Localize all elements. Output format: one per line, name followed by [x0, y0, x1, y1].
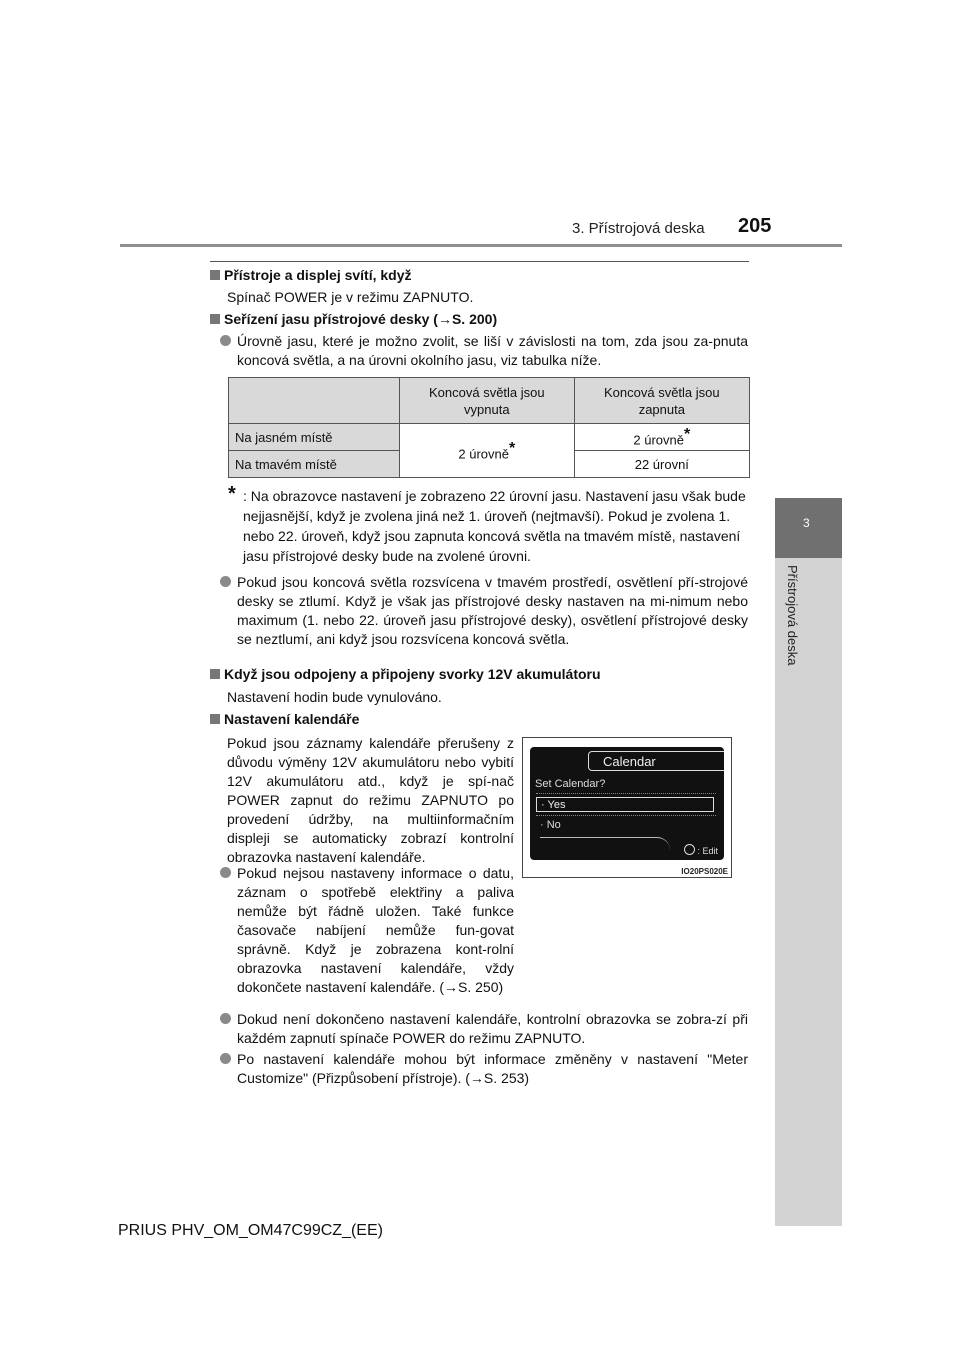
- chapter-label-text: Přístrojová deska: [785, 565, 800, 666]
- chapter-number: 3: [803, 516, 810, 530]
- square-bullet-icon: [210, 270, 220, 280]
- brightness-table: [228, 377, 750, 478]
- table-row-label-bright: Na jasném místě: [229, 424, 400, 451]
- table-header-lights-on: Koncová světla jsou zapnuta: [574, 378, 749, 424]
- bullet-brightness-levels: Úrovně jasu, které je možno zvolit, se liší v závislosti na tom, zda jsou za-pnuta koncová světla, a na úrovni okolního jasu, viz tabulka níže.: [220, 332, 748, 370]
- decorative-swoosh: [540, 837, 670, 850]
- figure-code: IO20PS020E: [681, 867, 728, 876]
- divider: [536, 793, 716, 794]
- bullet-calendar-customize: Po nastavení kalendáře mohou být informace změněny v nastavení "Meter Customize" (Přizpůsobení přístroje). (→S. 253): [220, 1050, 748, 1088]
- calendar-question: Set Calendar?: [535, 778, 606, 790]
- section-text-display: Spínač POWER je v režimu ZAPNUTO.: [227, 289, 474, 305]
- bullet-calendar-reminder: Dokud není dokončeno nastavení kalendáře, kontrolní obrazovka se zobra-zí při každém zapnutí spínače POWER do režimu ZAPNUTO.: [220, 1010, 748, 1048]
- table-cell-dark-on: 22 úrovní: [574, 451, 749, 478]
- round-bullet-icon: [220, 1013, 231, 1024]
- option-no: · No: [540, 819, 561, 831]
- footnote-asterisk: *: [228, 483, 236, 505]
- chapter-tab: [775, 498, 842, 558]
- round-bullet-icon: [220, 576, 231, 587]
- multi-info-display: [530, 747, 724, 860]
- round-bullet-icon: [220, 867, 231, 878]
- document-id: PRIUS PHV_OM_OM47C99CZ_(EE): [118, 1222, 383, 1239]
- table-cell-merged: 2 úrovně*: [400, 424, 575, 478]
- table-header-lights-off: Koncová světla jsou vypnuta: [400, 378, 575, 424]
- header-section-title: 3. Přístrojová deska: [572, 220, 705, 237]
- bullet-calendar-info: Pokud nejsou nastaveny informace o datu, záznam o spotřebě elektřiny a paliva nemůže být řádně uložen. Také funkce časovače nabíjení nemůže fun-govat správně. Když je zobrazena kont-rolní obrazovka nastavení kalendáře, vždy dokončete nastavení kalendáře. (→S. 250): [220, 864, 514, 997]
- table-header-empty: [229, 378, 400, 424]
- page-number: 205: [738, 215, 772, 237]
- round-bullet-icon: [220, 1053, 231, 1064]
- section-heading-brightness: Seřízení jasu přístrojové desky (→S. 200): [210, 311, 497, 327]
- calendar-title: Calendar: [588, 751, 724, 771]
- square-bullet-icon: [210, 314, 220, 324]
- table-header-row: [229, 378, 750, 424]
- section-heading-display: Přístroje a displej svítí, když: [210, 267, 412, 283]
- round-bullet-icon: [220, 335, 231, 346]
- table-cell-bright-on: 2 úrovně*: [574, 424, 749, 451]
- section-heading-calendar: Nastavení kalendáře: [210, 711, 359, 727]
- chapter-label: [782, 565, 802, 685]
- square-bullet-icon: [210, 669, 220, 679]
- content-divider: [210, 261, 749, 262]
- calendar-screen-figure: [522, 737, 732, 878]
- dial-icon: [684, 844, 695, 855]
- footnote-text: : Na obrazovce nastavení je zobrazeno 22 úrovní jasu. Nastavení jasu však bude nejjasnější, když je zvolena jiná než 1. úroveň (nejtmavší). Pokud je zvolena 1. nebo 22. úroveň, když jsou zapnuta koncová světla na tmavém místě, nastavení jasu přístrojové desky bude na zvolené úrovni.: [243, 488, 746, 564]
- table-footnote: [228, 483, 748, 566]
- square-bullet-icon: [210, 714, 220, 724]
- section-text-calendar: Pokud jsou záznamy kalendáře přerušeny z důvodu výměny 12V akumulátoru nebo vybití 12V akumulátoru atd., když je spí-nač POWER zapnut do režimu ZAPNUTO po provedení údržby, na multiinformačním displeji se automaticky zobrazí kontrolní obrazovka nastavení kalendáře.: [227, 735, 514, 865]
- section-heading-battery: Když jsou odpojeny a připojeny svorky 12V akumulátoru: [210, 666, 601, 682]
- bullet-dimming: Pokud jsou koncová světla rozsvícena v tmavém prostředí, osvětlení pří-strojové desky se ztlumí. Když je však jas přístrojové desky nastaven na mi-nimum nebo maximum (1. nebo 22. úroveň jasu přístrojové desky), osvětlení přístrojové desky se neztlumí, ani když jsou rozsvícena koncová světla.: [220, 573, 748, 649]
- edit-hint: : Edit: [684, 844, 718, 856]
- table-row: [229, 424, 750, 451]
- divider: [536, 815, 716, 816]
- header-divider: [120, 244, 842, 247]
- table-row-label-dark: Na tmavém místě: [229, 451, 400, 478]
- option-yes: · Yes: [536, 797, 714, 812]
- section-text-battery: Nastavení hodin bude vynulováno.: [227, 689, 442, 705]
